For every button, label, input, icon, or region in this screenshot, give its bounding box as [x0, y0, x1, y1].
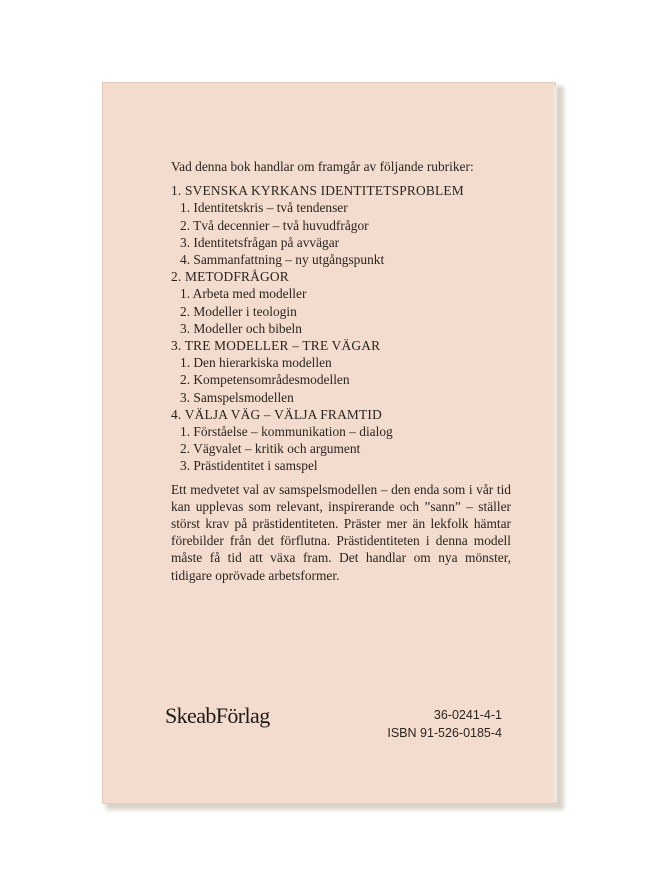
section-item: 1. Arbeta med modeller	[180, 286, 307, 302]
cover-text	[171, 158, 511, 584]
section-heading: 1. SVENSKA KYRKANS IDENTITETSPROBLEM	[171, 183, 464, 199]
section-item: 3. Modeller och bibeln	[180, 320, 302, 336]
isbn: ISBN 91-526-0185-4	[387, 726, 502, 740]
section-heading: 3. TRE MODELLER – TRE VÄGAR	[171, 338, 381, 354]
intro-text: Vad denna bok handlar om framgår av följande rubriker:	[171, 159, 474, 174]
summary-text: Ett medvetet val av samspelsmodellen – den enda som i vår tid kan upplevas som relevant, inspirerande och ”sann” – ställer störst krav på prästidentiteten. Präster mer än lekfolk hämtar förebilder från det förflutna. Prästidentiteten i denna modell måste få tid att växa fram. Det handlar om nya mönster, tidigare oprövade arbetsformer.	[171, 481, 511, 583]
section-item: 1. Den hierarkiska modellen	[180, 355, 332, 371]
section-item: 3. Samspelsmodellen	[180, 389, 294, 405]
section-item: 3. Identitetsfrågan på avvägar	[180, 234, 340, 250]
section-item: 4. Sammanfattning – ny utgångspunkt	[180, 252, 385, 268]
section-item: 2. Två decennier – två huvudfrågor	[180, 217, 369, 233]
section-item: 2. Modeller i teologin	[180, 303, 297, 319]
section-items	[171, 199, 511, 268]
book-back-cover	[102, 82, 556, 804]
section-items	[171, 354, 511, 406]
book-codes	[387, 706, 502, 742]
section-item: 1. Identitetskris – två tendenser	[180, 200, 348, 216]
table-of-contents	[171, 182, 511, 474]
order-number: 36-0241-4-1	[433, 708, 502, 722]
section-heading: 4. VÄLJA VÄG – VÄLJA FRAMTID	[171, 406, 382, 422]
section-item: 2. Vägvalet – kritik och argument	[180, 441, 361, 457]
section-heading: 2. METODFRÅGOR	[171, 269, 289, 285]
publisher-logo: SkeabFörlag	[165, 703, 270, 728]
section-item: 2. Kompetensområdesmodellen	[180, 372, 350, 388]
section-items	[171, 423, 511, 475]
section-items	[171, 285, 511, 337]
page-edge	[553, 86, 557, 802]
section-item: 3. Prästidentitet i samspel	[180, 458, 318, 474]
section-item: 1. Förståelse – kommunikation – dialog	[180, 424, 393, 440]
